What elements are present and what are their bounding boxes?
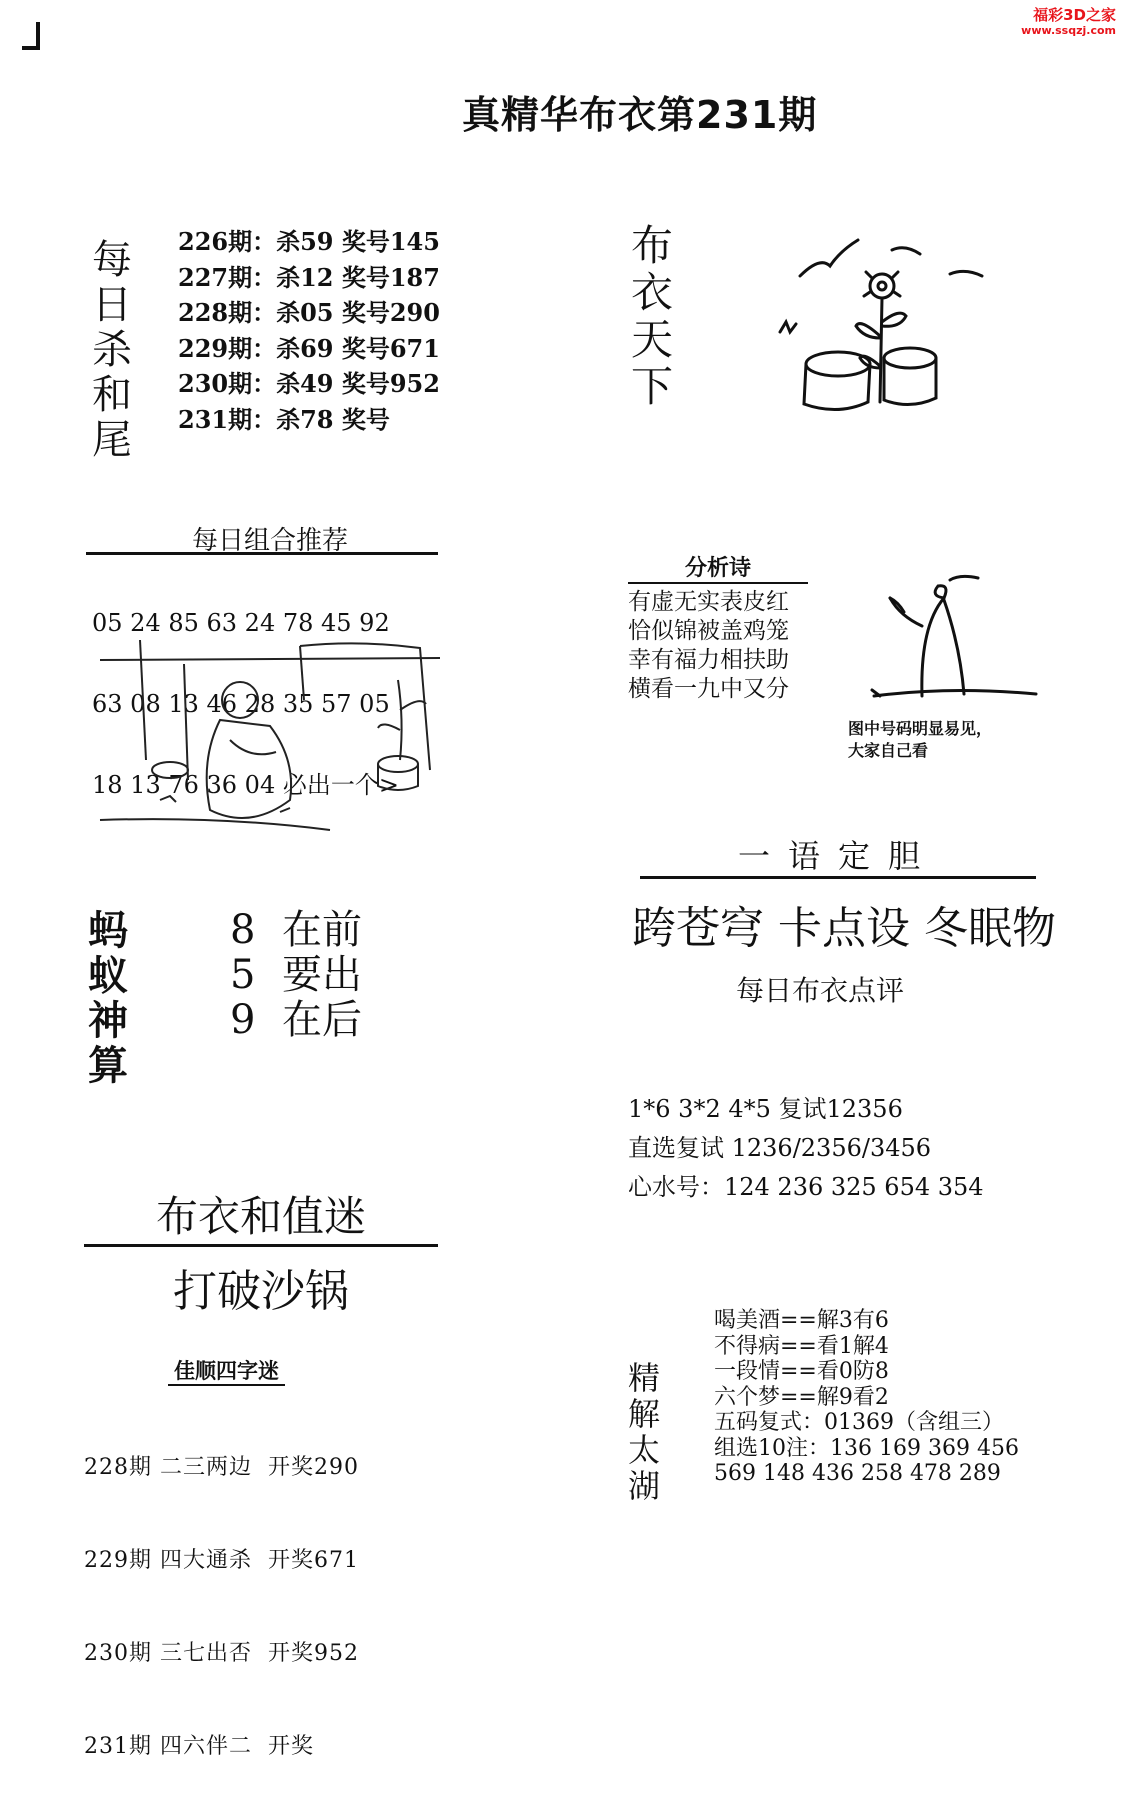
taihu-line: 一段情==看0防8 [714,1359,889,1384]
poem-note-line: 图中号码明显易见， [848,719,993,738]
ant-heading-char: 蚁 [88,952,128,999]
kill-tail-heading-char: 每 [92,237,132,283]
flower-sketch-icon [760,226,1050,416]
kill-tail-row: 230期：杀49 奖号952 [178,369,440,398]
taihu-heading-char: 精 [628,1359,661,1397]
kill-tail-heading [88,238,136,463]
ant-row-number: 9 [230,997,256,1043]
compound-picks [628,1090,984,1207]
taihu-heading-char: 解 [628,1395,661,1433]
poem-line: 恰似锦被盖鸡笼 [628,618,789,644]
page-title: 真精华布衣第231期 [462,93,818,137]
four-char-riddle-row: 229期 四大通杀 开奖671 [84,1548,359,1573]
analysis-poem [628,588,789,704]
combo-line: 18 13 76 36 04 必出一个> [92,771,399,799]
taihu-line: 不得病==看1解4 [714,1333,889,1359]
taihu-heading-char: 湖 [628,1467,661,1505]
kill-tail-row: 226期：杀59 奖号145 [178,227,440,256]
buyi-tianxia-char: 下 [630,362,673,411]
compound-line: 1*6 3*2 4*5 复试12356 [628,1095,903,1123]
ant-heading-char: 蚂 [88,907,128,954]
ant-row-text: 在前 [282,907,362,953]
combo-line: 05 24 85 63 24 78 45 92 [92,609,390,637]
combo-heading: 每日组合推荐 [191,526,348,556]
taihu-heading-char: 太 [628,1431,661,1469]
four-char-riddle-heading: 佳顺四字迷 [168,1358,285,1386]
kill-tail-row: 229期：杀69 奖号671 [178,333,440,363]
yiyu-heading: 一语定胆 [640,836,1036,879]
combo-line: 63 08 13 46 28 35 57 05 [92,690,390,718]
sum-riddle-answer: 打破沙锅 [173,1266,349,1317]
kill-tail-heading-char: 杀 [92,327,132,373]
ant-row [230,908,362,953]
taihu-line: 喝美酒==解3有6 [714,1308,889,1333]
ant-heading-char: 算 [88,1042,128,1089]
taihu-heading [628,1360,668,1504]
buyi-tianxia-heading [628,222,676,410]
taihu-list [714,1308,1019,1487]
ant-rows [230,908,362,1043]
daily-comment-heading: 每日布衣点评 [736,974,905,1007]
kill-tail-list [178,224,440,437]
compound-line: 心水号：124 236 325 654 354 [628,1173,984,1201]
corner-mark [22,22,40,50]
buyi-tianxia-char: 布 [630,221,673,270]
ant-row-text: 在后 [282,997,362,1043]
ant-row [230,998,362,1043]
four-char-riddle-row: 230期 三七出否 开奖952 [84,1641,359,1666]
buyi-tianxia-char: 天 [630,315,673,364]
ant-heading [88,907,138,1089]
combo-heading-rule [86,552,438,555]
poem-note [848,718,992,762]
scholar-illustration-icon [100,640,446,840]
ant-row-number: 5 [230,952,256,998]
brand-name: 福彩3D之家 [1033,6,1116,24]
ant-row [230,953,362,998]
four-char-riddle-list [84,1390,359,1793]
poem-line: 幸有福力相扶助 [628,647,789,673]
four-char-riddle-row: 231期 四六伴二 开奖 [84,1734,314,1759]
four-char-riddle-row: 228期 二三两边 开奖290 [84,1455,359,1480]
kill-tail-row: 227期：杀12 奖号187 [178,262,440,292]
taihu-line: 组选10注：136 169 369 456 [714,1435,1019,1461]
taihu-line: 五码复式：01369（含组三） [714,1410,1004,1435]
kill-tail-heading-char: 日 [92,282,132,328]
kill-tail-heading-char: 尾 [92,417,132,463]
kill-tail-row: 228期：杀05 奖号290 [178,298,440,327]
sum-riddle-heading: 布衣和值迷 [84,1190,438,1247]
brand-watermark [1021,6,1116,37]
ant-heading-char: 神 [88,997,128,1044]
kill-tail-heading-char: 和 [92,372,132,418]
taihu-line: 569 148 436 258 478 289 [714,1461,1001,1486]
sprout-sketch-icon [860,566,1040,706]
taihu-line: 六个梦==解9看2 [714,1384,889,1410]
poem-heading: 分析诗 [628,554,808,584]
yiyu-text: 跨苍穹 卡点设 冬眠物 [632,903,1056,954]
ant-row-text: 要出 [282,952,362,998]
brand-url: www.ssqzj.com [1021,24,1116,37]
poem-line: 横看一九中又分 [628,676,789,702]
poem-line: 有虚无实表皮红 [628,589,789,615]
buyi-tianxia-char: 衣 [630,268,673,317]
compound-line: 直选复试 1236/2356/3456 [628,1134,932,1162]
ant-row-number: 8 [230,907,256,953]
poem-note-line: 大家自己看 [848,741,929,760]
kill-tail-row: 231期：杀78 奖号 [178,404,390,434]
